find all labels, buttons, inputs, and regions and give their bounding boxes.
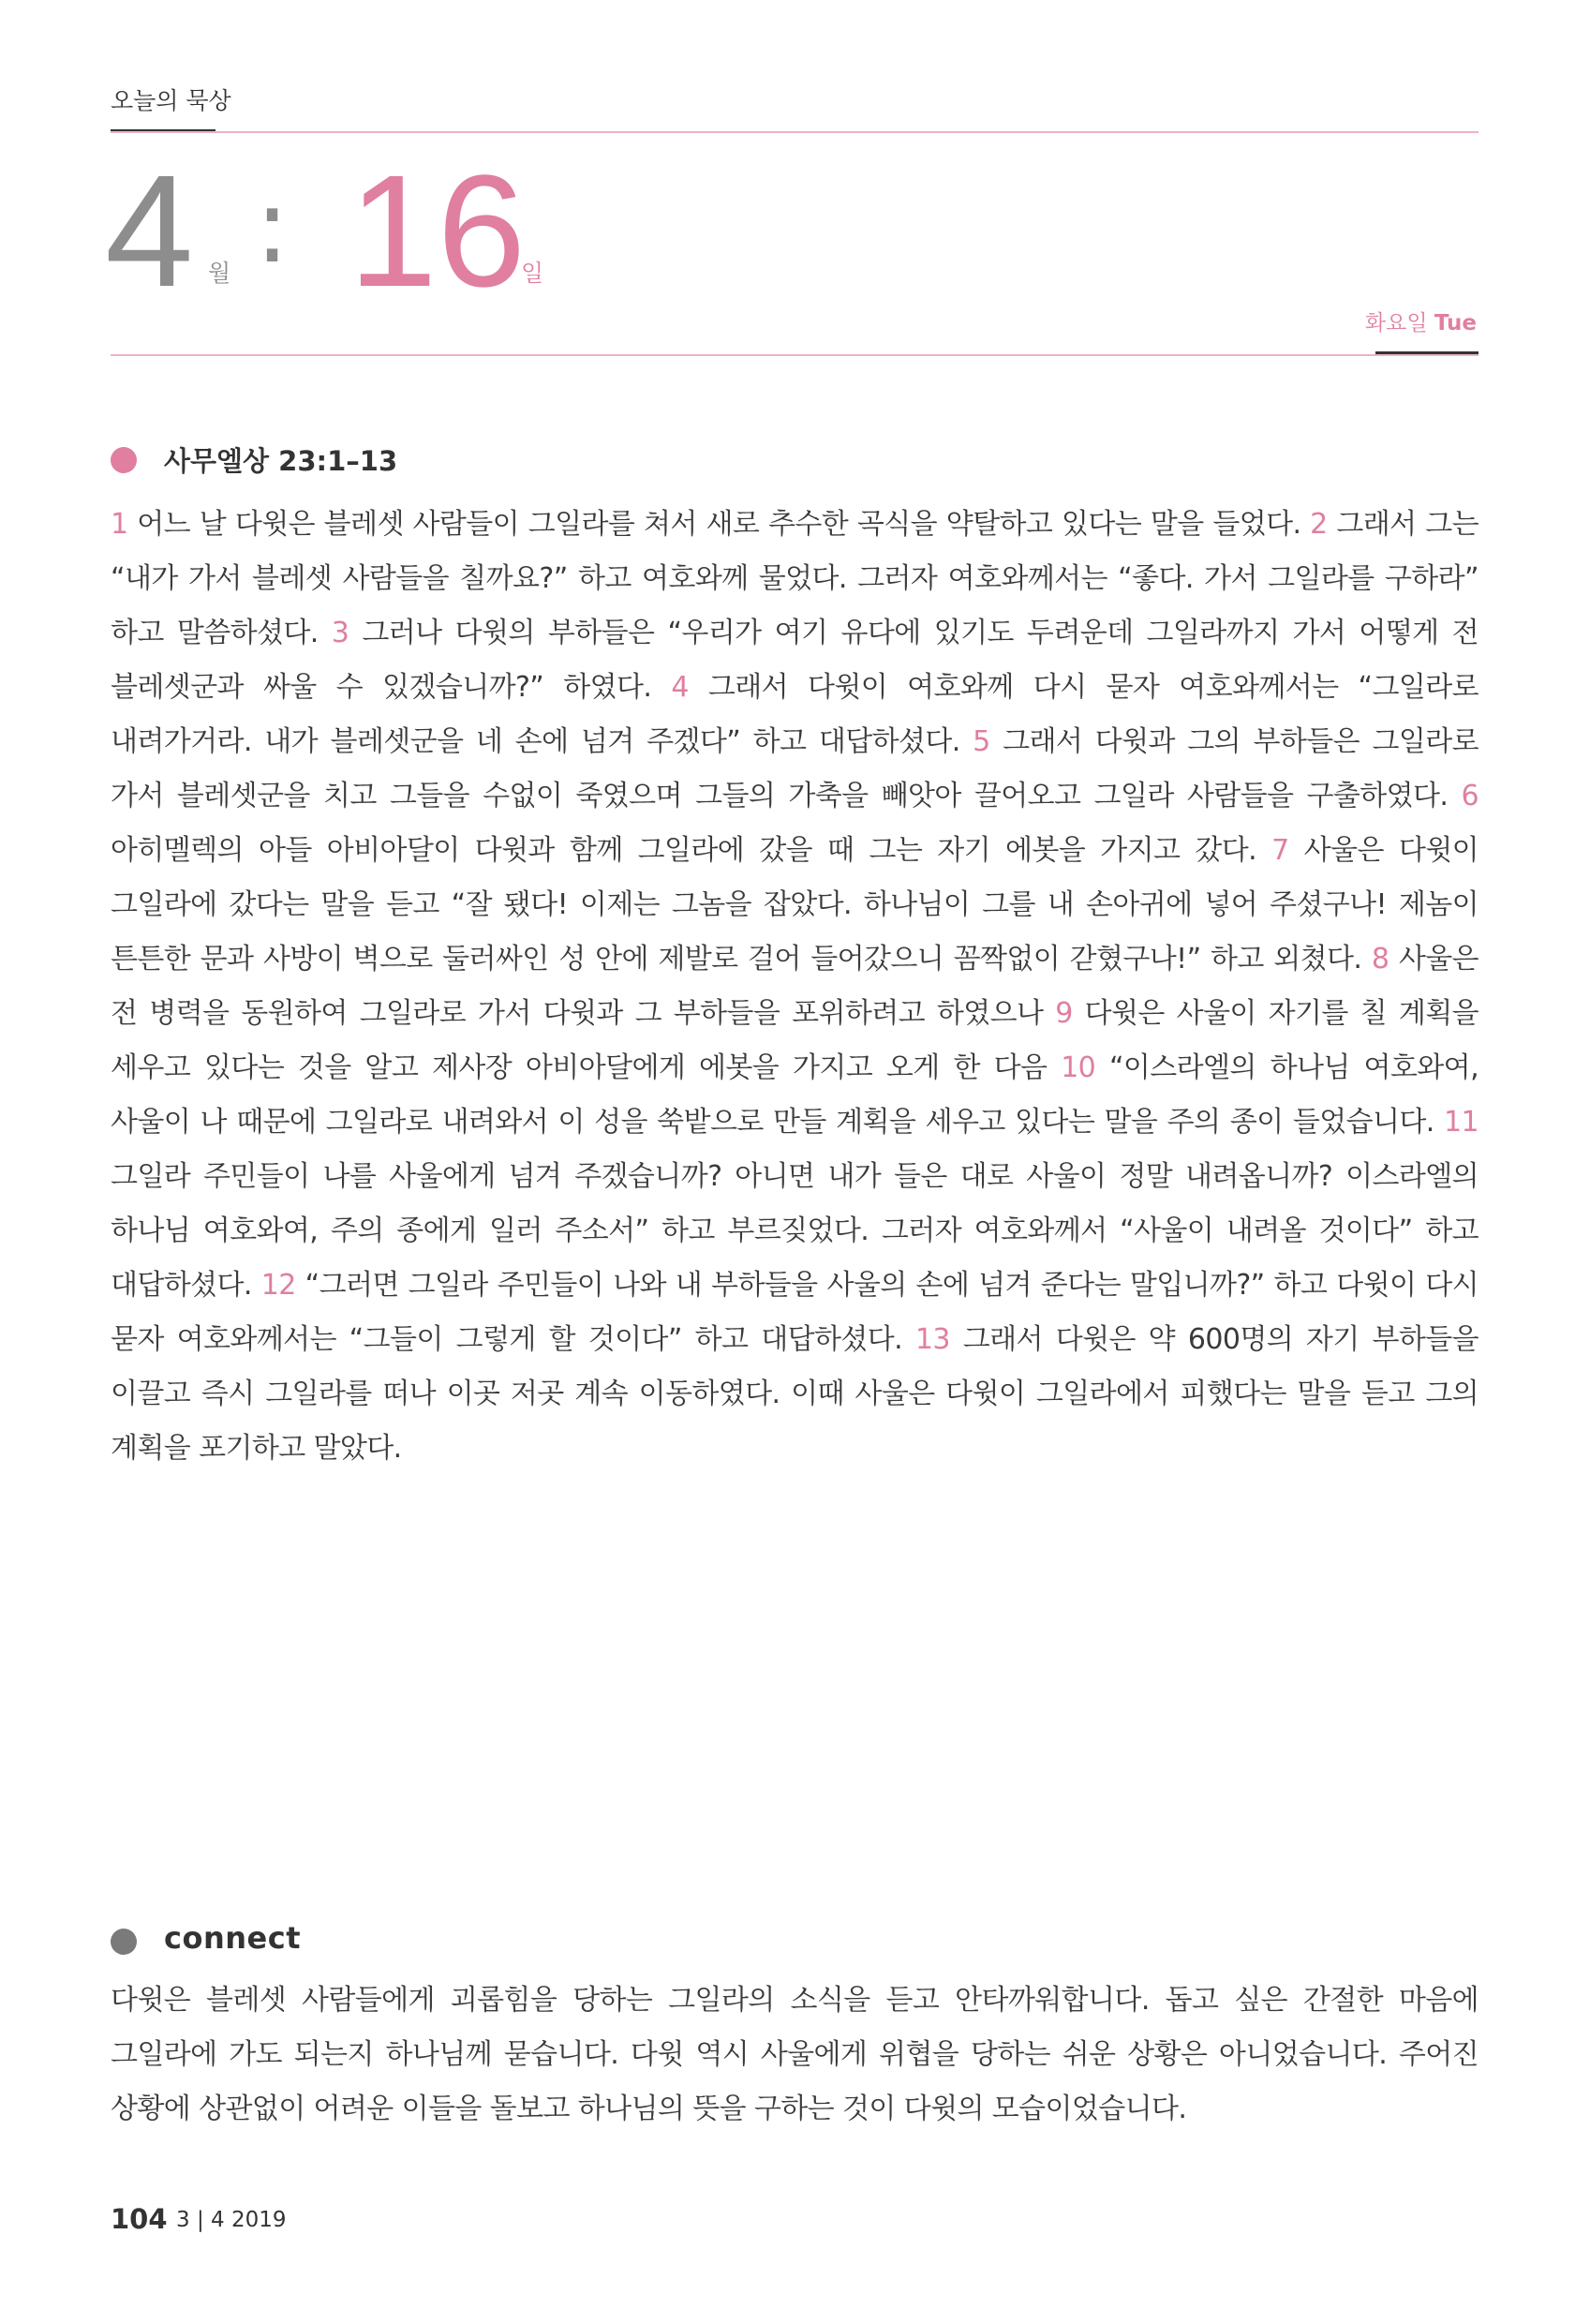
verse-text: 다윗은 사울이 자기를 칠 계획을 세우고 있다는 것을 알고 제사장 아비아달에게 에봇을 가지고 오게 한 다음 [111,997,1479,1084]
verse-number: 12 [260,1269,296,1302]
verse-number: 9 [1055,997,1073,1030]
passage-body [111,498,1479,1476]
verse-text: 그래서 다윗은 약 600명의 자기 부하들을 이끌고 즉시 그일라를 떠나 이곳 저곳 계속 이동하였다. 이때 사울은 다윗이 그일라에서 피했다는 말을 듣고 그의 계획을 포기하고 말았다. [111,1323,1479,1465]
verse-text: 아히멜렉의 아들 아비아달이 다윗과 함께 그일라에 갔을 때 그는 자기 에봇을 가지고 갔다. [111,834,1272,867]
connect-body: 다윗은 블레셋 사람들에게 괴롭힘을 당하는 그일라의 소식을 듣고 안타까워합니다. 돕고 싶은 간절한 마음에 그일라에 가도 되는지 하나님께 묻습니다. 다윗 역시 사울에게 위협을 당하는 쉬운 상황은 아니었습니다. 주어진 상황에 상관없이 어려운 이들을 돌보고 하나님의 뜻을 구하는 것이 다윗의 모습이었습니다. [111,1984,1479,2125]
verse-number: 8 [1371,943,1389,976]
verse-number: 3 [331,617,349,649]
connect-title: connect [164,1920,301,1956]
verse-text: “그러면 그일라 주민들이 나와 내 부하들을 사울의 손에 넘겨 준다는 말입니까?” 하고 다윗이 다시 묻자 여호와께서는 “그들이 그렇게 할 것이다” 하고 대답하셨다. [111,1269,1479,1356]
verse-number: 4 [671,671,689,704]
day-unit: 일 [521,260,544,287]
verse-text: 그래서 그는 “내가 가서 블레셋 사람들을 칠까요?” 하고 여호와께 물었다. 그러자 여호와께서는 “좋다. 가서 그일라를 구하라” 하고 말씀하셨다. [111,508,1479,649]
issue-label: 3 | 4 2019 [176,2208,287,2232]
day-number: 16 [349,142,527,320]
page-number: 104 [111,2203,168,2235]
verse-number: 7 [1271,834,1289,867]
verse-number: 1 [111,508,128,541]
verse-text: 그일라 주민들이 나를 사울에게 넘겨 주겠습니까? 아니면 내가 들은 대로 사울이 정말 내려옵니까? 이스라엘의 하나님 여호와여, 주의 종에게 일러 주소서” 하고 부르짖었다. 그러자 여호와께서 “사울이 내려올 것이다” 하고 대답하셨다. [111,1160,1479,1302]
verse-number: 11 [1444,1106,1479,1139]
passage-reference: 사무엘상 23:1–13 [164,445,398,477]
month-number: 4 [105,142,194,320]
weekday-label [1365,305,1477,336]
header-divider-bottom [111,354,1479,356]
verse-number: 10 [1061,1051,1096,1084]
verse-number: 13 [914,1323,950,1356]
weekday-korean: 화요일 [1364,311,1428,335]
date-colon: : [255,166,290,286]
header-divider-top [111,131,1479,133]
verse-text: 어느 날 다윗은 블레셋 사람들이 그일라를 쳐서 새로 추수한 곡식을 약탈하고 있다는 말을 들었다. [127,508,1311,541]
verse-number: 6 [1461,780,1479,812]
verse-text: 그러나 다윗의 부하들은 “우리가 여기 유다에 있기도 두려운데 그일라까지 가서 어떻게 전 블레셋군과 싸울 수 있겠습니까?” 하였다. [111,617,1479,704]
verse-number: 5 [973,725,990,758]
verse-text: 사울은 전 병력을 동원하여 그일라로 가서 다윗과 그 부하들을 포위하려고 하였으나 [111,943,1479,1030]
verse-text: 그래서 다윗이 여호와께 다시 묻자 여호와께서는 “그일라로 내려가거라. 내가 블레셋군을 네 손에 넘겨 주겠다” 하고 대답하셨다. [111,671,1479,758]
month-unit: 월 [208,260,231,287]
section-label: 오늘의 묵상 [111,87,231,114]
verse-text: 그래서 다윗과 그의 부하들은 그일라로 가서 블레셋군을 치고 그들을 수없이 죽였으며 그들의 가축을 빼앗아 끌어오고 그일라 사람들을 구출하였다. [111,725,1479,812]
verse-text: “이스라엘의 하나님 여호와여, 사울이 나 때문에 그일라로 내려와서 이 성을 쑥밭으로 만들 계획을 세우고 있다는 말을 주의 종이 들었습니다. [111,1051,1479,1139]
verse-number: 2 [1310,508,1328,541]
connect-bullet-icon [111,1929,137,1955]
verse-text: 사울은 다윗이 그일라에 갔다는 말을 듣고 “잘 됐다! 이제는 그놈을 잡았다. 하나님이 그를 내 손아귀에 넣어 주셨구나! 제놈이 튼튼한 문과 사방이 벽으로 둘러싸인 성 안에 제발로 걸어 들어갔으니 꼼짝없이 갇혔구나!” 하고 외쳤다. [111,834,1479,976]
verse [111,508,1310,541]
passage-bullet-icon [111,447,137,473]
weekday-english: Tue [1434,311,1477,335]
